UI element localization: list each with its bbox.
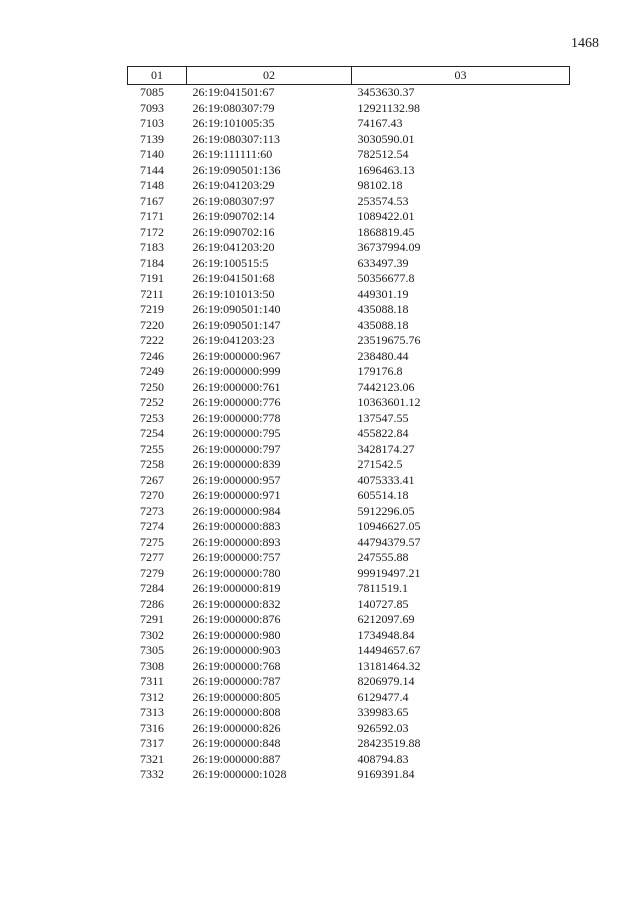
cadastral-value-cell: 633497.39 [357,255,409,270]
cadastral-value-cell: 271542.5 [357,457,403,471]
table-row [128,85,570,101]
table-row [128,721,570,737]
row-number-cell: 7274 [140,519,164,533]
cadastral-number-cell: 26:19:000000:893 [192,534,281,549]
cadastral-value-cell: 36737994.09 [357,240,421,254]
cadastral-number-cell: 26:19:000000:832 [192,596,281,611]
table-row [128,705,570,721]
table-row [128,364,570,380]
row-number-cell: 7270 [140,488,164,502]
cadastral-value-cell: 1089422.01 [357,209,415,223]
cadastral-value-cell: 435088.18 [357,302,409,316]
cadastral-number-cell: 26:19:000000:848 [192,736,281,750]
table-row [128,426,570,442]
cadastral-number-cell: 26:19:000000:795 [192,426,281,440]
cadastral-value-cell: 3030590.01 [357,131,415,146]
cadastral-number-cell: 26:19:000000:883 [192,519,281,533]
cadastral-number-cell: 26:19:000000:980 [192,627,281,642]
cadastral-number-cell: 26:19:090702:14 [192,209,275,223]
cadastral-value-table [127,66,570,783]
cadastral-number-cell: 26:19:000000:971 [192,488,281,502]
cadastral-value-cell: 7442123.06 [357,379,415,394]
cadastral-value-cell: 140727.85 [357,596,409,611]
row-number-cell: 7254 [140,426,164,440]
row-number-cell: 7317 [140,736,164,750]
cadastral-value-cell: 408794.83 [357,751,409,766]
cadastral-value-cell: 13181464.32 [357,658,421,673]
table-row [128,752,570,768]
cadastral-value-cell: 9169391.84 [357,767,415,781]
row-number-cell: 7305 [140,643,164,657]
cadastral-number-cell: 26:19:000000:819 [192,581,281,595]
row-number-cell: 7279 [140,565,164,580]
row-number-cell: 7249 [140,364,164,378]
cadastral-number-cell: 26:19:000000:787 [192,674,281,688]
cadastral-value-cell: 1868819.45 [357,224,415,239]
row-number-cell: 7139 [140,131,164,146]
row-number-cell: 7302 [140,627,164,642]
cadastral-number-cell: 26:19:100515:5 [192,255,269,270]
table-row [128,488,570,504]
cadastral-number-cell: 26:19:000000:805 [192,689,281,704]
table-row [128,147,570,163]
cadastral-value-cell: 5912296.05 [357,503,415,518]
column-header-03: 03 [352,67,570,85]
table-row [128,690,570,706]
row-number-cell: 7140 [140,147,164,161]
cadastral-value-cell: 6129477.4 [357,689,409,704]
row-number-cell: 7148 [140,178,164,192]
cadastral-number-cell: 26:19:000000:999 [192,364,281,378]
cadastral-number-cell: 26:19:041203:29 [192,178,275,192]
table-row [128,194,570,210]
cadastral-number-cell: 26:19:090501:147 [192,317,281,332]
row-number-cell: 7220 [140,317,164,332]
table-row [128,395,570,411]
row-number-cell: 7286 [140,596,164,611]
table-row [128,457,570,473]
table-row [128,116,570,132]
table-row [128,271,570,287]
cadastral-number-cell: 26:19:000000:957 [192,472,281,487]
row-number-cell: 7171 [140,209,164,223]
table-row [128,380,570,396]
cadastral-number-cell: 26:19:000000:797 [192,441,281,456]
cadastral-number-cell: 26:19:090702:16 [192,224,275,239]
cadastral-value-cell: 4075333.41 [357,472,415,487]
row-number-cell: 7273 [140,503,164,518]
table-row [128,643,570,659]
cadastral-number-cell: 26:19:090501:140 [192,302,281,316]
table-row [128,333,570,349]
table-row [128,302,570,318]
table-row [128,674,570,690]
table-row [128,597,570,613]
cadastral-value-cell: 8206979.14 [357,674,415,688]
row-number-cell: 7316 [140,720,164,735]
row-number-cell: 7284 [140,581,164,595]
cadastral-value-cell: 137547.55 [357,410,409,425]
table-row [128,287,570,303]
table-row [128,612,570,628]
cadastral-number-cell: 26:19:111111:60 [192,147,273,161]
row-number-cell: 7275 [140,534,164,549]
table-row [128,163,570,179]
table-row [128,240,570,256]
cadastral-number-cell: 26:19:000000:778 [192,410,281,425]
table-row [128,550,570,566]
cadastral-value-cell: 7811519.1 [357,581,409,595]
table-row [128,659,570,675]
cadastral-value-cell: 3453630.37 [357,85,415,99]
row-number-cell: 7085 [140,85,164,99]
cadastral-value-cell: 3428174.27 [357,441,415,456]
row-number-cell: 7172 [140,224,164,239]
page-number: 1468 [571,36,599,51]
cadastral-number-cell: 26:19:090501:136 [192,162,281,177]
cadastral-value-cell: 435088.18 [357,317,409,332]
cadastral-number-cell: 26:19:000000:808 [192,705,281,719]
cadastral-number-cell: 26:19:000000:984 [192,503,281,518]
row-number-cell: 7252 [140,395,164,409]
cadastral-number-cell: 26:19:000000:967 [192,348,281,363]
cadastral-value-cell: 6212097.69 [357,612,415,626]
row-number-cell: 7312 [140,689,164,704]
cadastral-value-cell: 782512.54 [357,147,409,161]
row-number-cell: 7267 [140,472,164,487]
row-number-cell: 7191 [140,271,164,285]
cadastral-value-cell: 50356677.8 [357,271,415,285]
table-row [128,318,570,334]
row-number-cell: 7308 [140,658,164,673]
cadastral-value-cell: 455822.84 [357,426,409,440]
row-number-cell: 7291 [140,612,164,626]
row-number-cell: 7332 [140,767,164,781]
row-number-cell: 7219 [140,302,164,316]
table-row [128,411,570,427]
table-row [128,736,570,752]
cadastral-value-cell: 253574.53 [357,193,409,208]
row-number-cell: 7211 [140,286,164,301]
cadastral-value-cell: 74167.43 [357,116,403,130]
cadastral-value-cell: 339983.65 [357,705,409,719]
row-number-cell: 7246 [140,348,164,363]
cadastral-value-cell: 99919497.21 [357,565,421,580]
cadastral-number-cell: 26:19:101005:35 [192,116,275,130]
table-row [128,349,570,365]
row-number-cell: 7183 [140,240,164,254]
cadastral-number-cell: 26:19:000000:757 [192,550,281,564]
cadastral-number-cell: 26:19:080307:97 [192,193,275,208]
row-number-cell: 7222 [140,333,164,347]
cadastral-value-cell: 28423519.88 [357,736,421,750]
row-number-cell: 7258 [140,457,164,471]
cadastral-number-cell: 26:19:101013:50 [192,286,275,301]
cadastral-value-cell: 12921132.98 [357,100,421,115]
row-number-cell: 7313 [140,705,164,719]
row-number-cell: 7311 [140,674,164,688]
cadastral-value-cell: 179176.8 [357,364,403,378]
table-row [128,178,570,194]
table-header-row [128,67,570,85]
table-row [128,473,570,489]
cadastral-number-cell: 26:19:041203:20 [192,240,275,254]
cadastral-number-cell: 26:19:000000:1028 [192,767,287,781]
table-row [128,101,570,117]
table-row [128,767,570,783]
row-number-cell: 7253 [140,410,164,425]
cadastral-value-cell: 23519675.76 [357,333,421,347]
cadastral-number-cell: 26:19:000000:761 [192,379,281,394]
cadastral-number-cell: 26:19:080307:113 [192,131,281,146]
column-header-01: 01 [128,67,187,85]
row-number-cell: 7255 [140,441,164,456]
cadastral-number-cell: 26:19:000000:768 [192,658,281,673]
cadastral-value-cell: 14494657.67 [357,643,421,657]
cadastral-value-cell: 247555.88 [357,550,409,564]
cadastral-value-cell: 1696463.13 [357,162,415,177]
row-number-cell: 7167 [140,193,164,208]
cadastral-number-cell: 26:19:041501:68 [192,271,275,285]
cadastral-value-cell: 449301.19 [357,286,409,301]
table-row [128,132,570,148]
cadastral-value-cell: 605514.18 [357,488,409,502]
column-header-02: 02 [187,67,352,85]
cadastral-number-cell: 26:19:041501:67 [192,85,275,99]
cadastral-value-cell: 926592.03 [357,720,409,735]
table-row [128,442,570,458]
row-number-cell: 7250 [140,379,164,394]
table-row [128,628,570,644]
cadastral-number-cell: 26:19:080307:79 [192,100,275,115]
cadastral-value-cell: 98102.18 [357,178,403,192]
row-number-cell: 7321 [140,751,164,766]
cadastral-value-cell: 10946627.05 [357,519,421,533]
cadastral-number-cell: 26:19:000000:876 [192,612,281,626]
cadastral-value-cell: 1734948.84 [357,627,415,642]
row-number-cell: 7144 [140,162,164,177]
cadastral-number-cell: 26:19:000000:903 [192,643,281,657]
row-number-cell: 7093 [140,100,164,115]
table-row [128,535,570,551]
table-row [128,566,570,582]
table-row [128,256,570,272]
table-row [128,581,570,597]
table-row [128,225,570,241]
row-number-cell: 7277 [140,550,164,564]
cadastral-number-cell: 26:19:000000:776 [192,395,281,409]
table-row [128,519,570,535]
table-row [128,209,570,225]
table-body [128,85,570,783]
row-number-cell: 7184 [140,255,164,270]
table-row [128,504,570,520]
cadastral-value-cell: 10363601.12 [357,395,421,409]
cadastral-value-cell: 238480.44 [357,348,409,363]
cadastral-number-cell: 26:19:000000:839 [192,457,281,471]
cadastral-number-cell: 26:19:000000:887 [192,751,281,766]
cadastral-number-cell: 26:19:000000:780 [192,565,281,580]
row-number-cell: 7103 [140,116,164,130]
cadastral-value-cell: 44794379.57 [357,534,421,549]
cadastral-number-cell: 26:19:000000:826 [192,720,281,735]
cadastral-number-cell: 26:19:041203:23 [192,333,275,347]
